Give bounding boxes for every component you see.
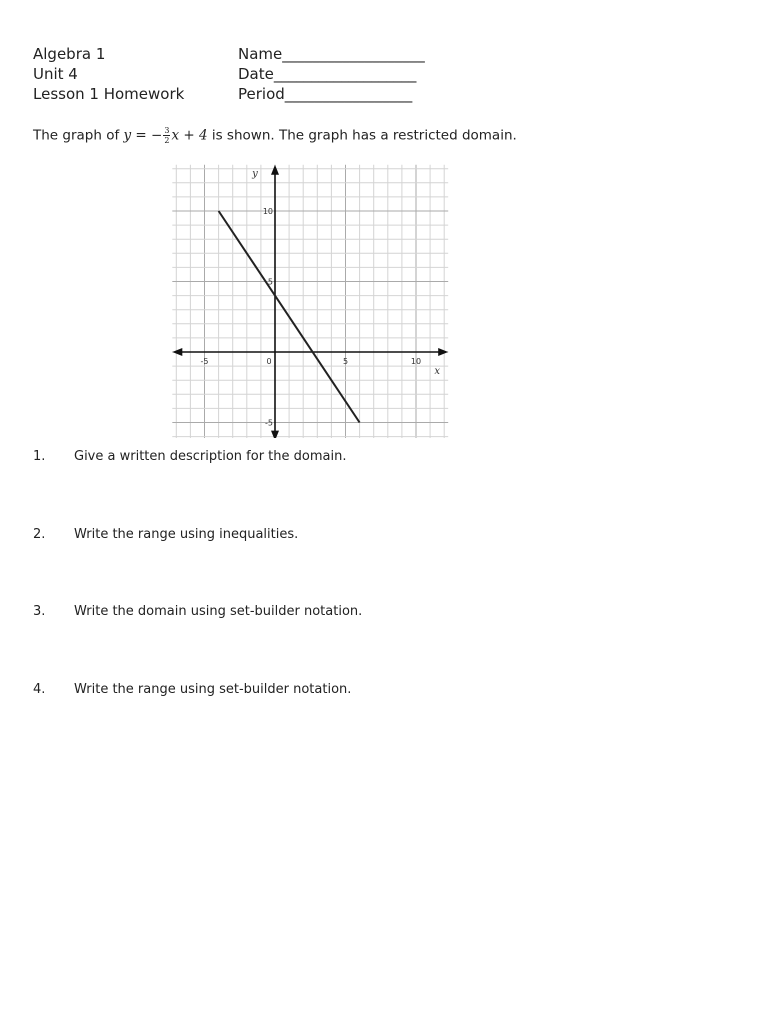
question-1 (33, 449, 346, 464)
question-2 (33, 527, 298, 542)
y-tick-label: -5 (265, 418, 273, 428)
y-tick-label: 5 (267, 277, 273, 287)
x-tick-label: 0 (266, 357, 272, 366)
question-text: Write the domain using set-builder notation. (74, 604, 363, 619)
x-tick-label: 5 (342, 357, 349, 366)
equation-lhs: y = − (123, 127, 163, 144)
intro-prefix: The graph of (33, 127, 124, 144)
intro-suffix: is shown. The graph has a restricted domain. (207, 127, 517, 144)
question-number: 2. (33, 527, 46, 542)
x-axis-left-arrow (172, 348, 182, 356)
x-axis-right-arrow (438, 348, 448, 356)
problem-statement (33, 126, 517, 145)
header-student-fields (238, 44, 425, 104)
x-axis-label: x (434, 366, 440, 377)
question-number: 3. (33, 604, 46, 619)
equation-rhs: x + 4 (171, 127, 208, 144)
equation-fraction (163, 126, 170, 145)
period-field[interactable]: Period_________________ (238, 85, 413, 103)
x-tick-label: 10 (410, 357, 422, 366)
name-field[interactable]: Name___________________ (238, 45, 425, 63)
date-field[interactable]: Date___________________ (238, 65, 417, 83)
question-number: 1. (33, 449, 46, 464)
question-text: Write the range using set-builder notation. (74, 682, 352, 697)
header-course-info (33, 44, 184, 104)
lesson-label: Lesson 1 Homework (33, 85, 185, 103)
unit-label: Unit 4 (33, 65, 78, 83)
question-3 (33, 604, 362, 619)
question-number: 4. (33, 682, 46, 697)
y-axis-label: y (252, 168, 258, 180)
x-tick-label: -5 (200, 357, 209, 366)
y-axis-top-arrow (271, 165, 279, 175)
course-title: Algebra 1 (33, 45, 106, 63)
line-graph (170, 156, 450, 438)
fraction-denominator: 2 (164, 136, 170, 145)
y-tick-label: 10 (262, 207, 273, 216)
question-text: Write the range using inequalities. (74, 527, 299, 542)
question-text: Give a written description for the domain. (74, 449, 347, 464)
question-4 (33, 682, 351, 697)
fraction-numerator: 3 (164, 126, 170, 135)
